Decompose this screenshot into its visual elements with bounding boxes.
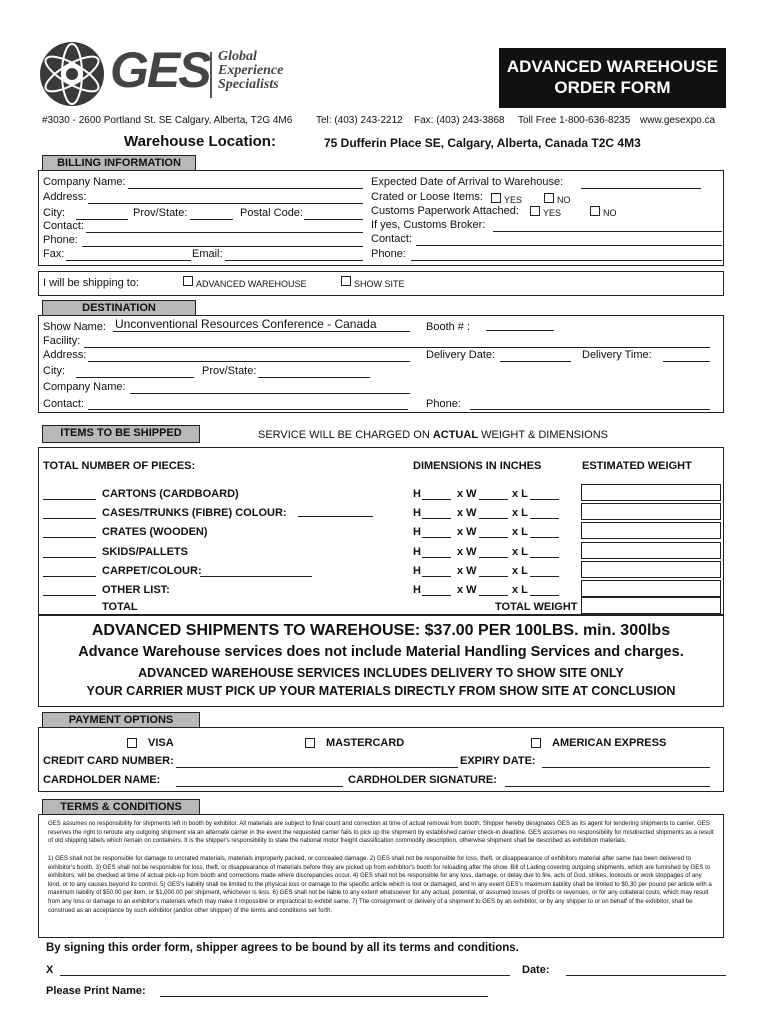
billing-contact-r-label: Contact: [371,233,412,245]
billing-heading: BILLING INFORMATION [42,155,196,171]
dim-l-label: x L [512,507,528,519]
billing-phone-label: Phone: [43,234,78,246]
pieces-input[interactable] [43,499,96,500]
dest-company-label: Company Name: [43,381,126,393]
billing-contact-r-input[interactable] [416,245,722,246]
dim-h-input[interactable] [422,557,451,558]
ship-warehouse-label: ADVANCED WAREHOUSE [196,279,307,289]
visa-label: VISA [148,737,174,749]
terms-heading: TERMS & CONDITIONS [42,799,200,815]
dim-l-input[interactable] [530,499,559,500]
customs-label: Customs Paperwork Attached: [371,205,519,217]
crated-no-checkbox[interactable] [544,193,554,203]
est-weight-label: ESTIMATED WEIGHT [582,460,692,472]
dim-h-label: H [413,488,421,500]
dim-h-input[interactable] [422,595,451,596]
facility-input[interactable] [84,347,710,348]
company-website: www.gesexpo.ca [640,115,716,126]
billing-contact-label: Contact: [43,220,84,232]
show-name-input [113,331,410,332]
colour-input[interactable] [298,516,373,517]
broker-label: If yes, Customs Broker: [371,219,486,231]
notice-line2: Advance Warehouse services does not include Material Handling Services and charges. [78,644,684,660]
dim-w-label: x W [457,488,477,500]
terms-para1: GES assumes no responsibility for shipments left in booth by exhibitor. All materials are subject to final count and correction at time of actual removal from booth. Shipper hereby designates GES as its agent for tendering shipments to carrier. GES reserves the right to reroute any outgoing shipment via an alternate carrier in the event the requested carrier fails to pick up the shipment by established carrier check-in deadline. GES assumes no responsibility for misdirected shipments as a result of old shipping labels which remain on containers. It is the shipper's responsibility to state the national motor freight classification commodity description, otherwise shipment shall be described as exhibition materials. [48,820,714,845]
dimensions-label: DIMENSIONS IN INCHES [413,460,542,472]
ship-warehouse-checkbox[interactable] [183,276,193,286]
billing-postal-label: Postal Code: [240,207,303,219]
dim-w-label: x W [457,546,477,558]
dest-prov-input[interactable] [258,377,370,378]
dim-l-input[interactable] [530,576,559,577]
item-label: SKIDS/PALLETS [102,546,188,558]
notice-line1: ADVANCED SHIPMENTS TO WAREHOUSE: $37.00 PER 100LBS. min. 300lbs [91,622,671,639]
billing-fax-label: Fax: [43,248,65,260]
billing-address-input[interactable] [88,203,363,204]
notice-line3: ADVANCED WAREHOUSE SERVICES INCLUDES DELIVERY TO SHOW SITE ONLY [138,666,624,680]
crated-yes-label: YES [504,195,523,205]
cardholder-name-input[interactable] [176,786,343,787]
company-tel: Tel: (403) 243-2212 [316,115,403,126]
crated-label: Crated or Loose Items: [371,191,483,203]
dim-h-label: H [413,584,421,596]
dim-w-label: x W [457,565,477,577]
show-name-label: Show Name: [43,321,106,333]
dim-l-label: x L [512,488,528,500]
billing-prov-label: Prov/State: [133,207,188,219]
visa-checkbox[interactable] [127,738,137,748]
total-pieces-label: TOTAL NUMBER OF PIECES: [43,460,196,472]
dim-w-input[interactable] [479,595,508,596]
items-heading: ITEMS TO BE SHIPPED [42,425,200,443]
billing-phone-r-label: Phone: [371,248,406,260]
dim-l-input[interactable] [530,518,559,519]
billing-email-label: Email: [192,248,223,260]
other-list-input[interactable] [200,576,312,577]
dim-h-input[interactable] [422,518,451,519]
dim-w-input[interactable] [479,557,508,558]
crated-yes-checkbox[interactable] [491,193,501,203]
billing-postal-input[interactable] [304,219,363,220]
warehouse-location-label: Warehouse Location: [124,133,276,150]
print-name-input[interactable] [160,996,488,997]
dim-w-input[interactable] [479,499,508,500]
dim-h-input[interactable] [422,499,451,500]
total-weight-label: TOTAL WEIGHT [495,601,578,613]
dim-l-input[interactable] [530,537,559,538]
billing-company-input[interactable] [128,188,363,189]
dest-city-input[interactable] [76,377,194,378]
item-label: CARPET/COLOUR: [102,565,202,577]
customs-no-label: NO [603,208,617,218]
company-tollfree: Toll Free 1-800-636-8235 [518,115,631,126]
pieces-input[interactable] [43,576,96,577]
shipping-to-label: I will be shipping to: [43,277,139,289]
delivery-date-input[interactable] [500,361,571,362]
warehouse-location-value: 75 Dufferin Place SE, Calgary, Alberta, Canada T2C 4M3 [324,136,641,150]
weight-box[interactable] [581,503,721,520]
sign-x: X [46,964,54,976]
payment-heading: PAYMENT OPTIONS [42,712,200,728]
pieces-input[interactable] [43,537,96,538]
logo-tagline: Global Experience Specialists [218,49,284,92]
pieces-input[interactable] [43,518,96,519]
dim-l-label: x L [512,584,528,596]
billing-company-label: Company Name: [43,176,126,188]
form-title-line2: ORDER FORM [554,78,671,97]
delivery-time-input[interactable] [663,361,710,362]
sign-date-input[interactable] [566,975,726,976]
agree-text: By signing this order form, shipper agrees to be bound by all its terms and conditions. [46,942,519,954]
print-name-label: Please Print Name: [46,985,146,997]
billing-phone-r-input[interactable] [411,260,722,261]
destination-heading: DESTINATION [42,300,196,316]
billing-prov-input[interactable] [190,219,233,220]
show-name-value[interactable]: Unconventional Resources Conference - Canada [115,317,377,331]
ship-showsite-checkbox[interactable] [341,276,351,286]
dim-l-label: x L [512,565,528,577]
weight-box[interactable] [581,522,721,539]
mastercard-label: MASTERCARD [326,737,405,749]
facility-label: Facility: [43,335,81,347]
globe-logo-icon [38,40,106,108]
cc-number-input[interactable] [176,767,458,768]
dest-address-label: Address: [43,349,87,361]
mastercard-checkbox[interactable] [305,738,315,748]
dim-h-label: H [413,526,421,538]
expected-date-input[interactable] [581,188,701,189]
cc-number-label: CREDIT CARD NUMBER: [43,755,174,767]
dest-company-input[interactable] [130,393,410,394]
dim-h-input[interactable] [422,576,451,577]
customs-yes-checkbox[interactable] [530,206,540,216]
expected-date-label: Expected Date of Arrival to Warehouse: [371,176,564,188]
item-label: CARTONS (CARDBOARD) [102,488,239,500]
dest-prov-label: Prov/State: [202,365,257,377]
booth-input[interactable] [486,330,554,331]
weight-box[interactable] [581,542,721,559]
item-label: CASES/TRUNKS (FIBRE) COLOUR: [102,507,287,519]
expiry-label: EXPIRY DATE: [460,755,536,767]
crated-no-label: NO [557,195,571,205]
pieces-input[interactable] [43,595,96,596]
notice-line4: YOUR CARRIER MUST PICK UP YOUR MATERIALS DIRECTLY FROM SHOW SITE AT CONCLUSION [86,684,676,698]
form-title-line1: ADVANCED WAREHOUSE [506,57,719,76]
dim-l-label: x L [512,526,528,538]
total-weight-box[interactable] [581,597,721,614]
dim-w-label: x W [457,507,477,519]
billing-address-label: Address: [43,191,87,203]
billing-city-label: City: [43,207,65,219]
dim-l-label: x L [512,546,528,558]
total-label: TOTAL [102,601,138,613]
form-title-box [499,48,726,108]
item-label: OTHER LIST: [102,584,170,596]
dim-w-input[interactable] [479,518,508,519]
item-label: CRATES (WOODEN) [102,526,208,538]
customs-no-checkbox[interactable] [590,206,600,216]
dest-phone-label: Phone: [426,398,461,410]
customs-yes-label: YES [543,208,562,218]
dim-w-input[interactable] [479,576,508,577]
terms-para2: 1) GES shall not be responsible for damage to uncrated materials, materials improperly packed, or concealed damage. 2) GES shall not be responsible for loss, theft, or disappearance of exhibitors material after same has been delivered to exhibitor's booth. 3) GES shall not be responsible for loss, theft, or disappearance of materials before they are picked up from exhibitor's booth for reloading after the show. Bill of Lading covering outgoing shipments, which are furnished by GES to exhibitors, will be checked at time of actual pick-up from booth and corrections made where discrepancies occur. 4) GES shall not be responsible for any loss, damage, or delay due to fire, acts of God, strikes, lockouts or work stoppages of any kind, or to any causes beyond its control. 5) GES's liability shall be limited to the physical loss or damage to the specific article which is lost or damaged, and in any event GES's maximum liability shall be limited to $0.30 per pound per article with a maximum liability of $50.00 per item, or $1,000.00 per shipment, whichever is less. 6) GES shall not be liable to any extent whatsoever for any actual, potential, or assumed losses of profits or revenues, or for any collateral costs, which may result from any loss or damage to an exhibitor's materials which may make it impossible or impractical to exhibit same. 7) The consignment or delivery of a shipment to GES by an exhibitor, or by any shipper to or on behalf of the exhibitor, shall be construed as an acceptance by such exhibitor (and/or other shipper) of the terms and conditions set forth. [48,855,712,914]
billing-email-input[interactable] [225,260,363,261]
dest-contact-label: Contact: [43,398,84,410]
dim-w-label: x W [457,584,477,596]
weight-box[interactable] [581,484,721,501]
weight-box[interactable] [581,561,721,578]
amex-checkbox[interactable] [531,738,541,748]
dest-phone-input[interactable] [470,409,710,410]
billing-fax-input[interactable] [66,260,191,261]
billing-phone-input[interactable] [82,246,363,247]
dim-h-label: H [413,565,421,577]
dim-w-input[interactable] [479,537,508,538]
company-fax: Fax: (403) 243-3868 [414,115,505,126]
dim-h-label: H [413,546,421,558]
expiry-input[interactable] [542,767,710,768]
sign-date-label: Date: [522,964,550,976]
booth-label: Booth # : [426,321,471,333]
delivery-time-label: Delivery Time: [582,349,652,361]
cardholder-sig-input[interactable] [505,786,710,787]
delivery-date-label: Delivery Date: [426,349,496,361]
weight-box[interactable] [581,580,721,597]
cardholder-name-label: CARDHOLDER NAME: [43,774,161,786]
cardholder-sig-label: CARDHOLDER SIGNATURE: [348,774,497,786]
amex-label: AMERICAN EXPRESS [552,737,667,749]
dim-w-label: x W [457,526,477,538]
dest-address-input[interactable] [88,361,410,362]
dim-h-input[interactable] [422,537,451,538]
dest-city-label: City: [43,365,65,377]
company-address: #3030 - 2600 Portland St. SE Calgary, Alberta, T2G 4M6 [42,115,293,126]
service-note: SERVICE WILL BE CHARGED ON ACTUAL WEIGHT & DIMENSIONS [258,429,609,441]
logo-text: GES [110,42,210,98]
ship-showsite-label: SHOW SITE [354,279,405,289]
signature-input[interactable] [60,975,510,976]
dim-l-input[interactable] [530,595,559,596]
pieces-input[interactable] [43,557,96,558]
broker-input[interactable] [493,231,722,232]
ges-logo [38,38,298,110]
billing-contact-input[interactable] [86,232,363,233]
dest-contact-input[interactable] [88,409,408,410]
dim-l-input[interactable] [530,557,559,558]
dim-h-label: H [413,507,421,519]
